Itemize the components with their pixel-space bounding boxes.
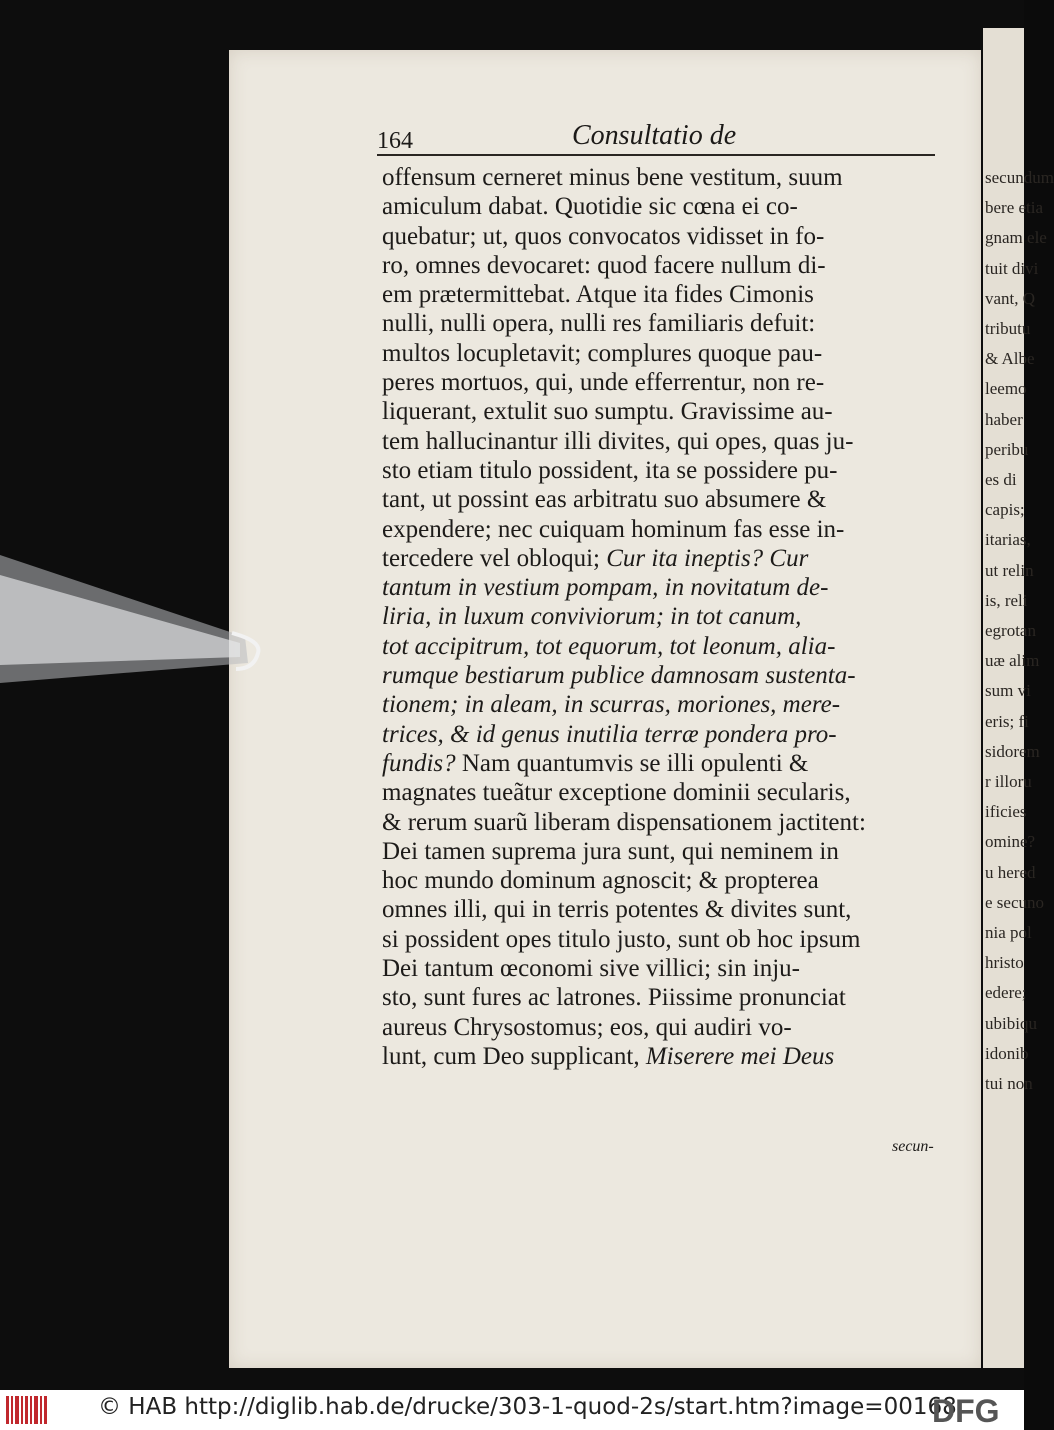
footer-bar [0, 1390, 1024, 1430]
text-line: hoc mundo dominum agnoscit; & propterea [382, 867, 819, 895]
facing-page-fragment: ubibiqu [985, 1013, 1037, 1033]
facing-page-fragment: tributu [985, 319, 1031, 338]
facing-page-fragment: ut relin [985, 560, 1034, 580]
page-number: 164 [377, 128, 413, 154]
text-line: em prætermittebat. Atque ita fides Cimonis [382, 281, 814, 309]
barcode-icon [6, 1396, 48, 1424]
text-line: Dei tantum œconomi sive villici; sin inju- [382, 955, 801, 983]
text-line: amiculum dabat. Quotidie sic cœna ei co- [382, 193, 798, 221]
text-line: omnes illi, qui in terris potentes & divites sunt, [382, 896, 852, 924]
text-line: sto etiam titulo possident, ita se possidere pu- [382, 456, 838, 484]
text-line: peres mortuos, qui, unde efferrentur, non re- [382, 369, 825, 397]
catchword: secun- [892, 1138, 934, 1155]
italic-segment: Cur ita ineptis? Cur [606, 544, 809, 572]
text-line-mixed [382, 1042, 956, 1071]
facing-page-fragment: omine? [985, 832, 1036, 852]
italic-segment: Miserere mei Deus [645, 1042, 835, 1070]
facing-page-fragment: es di [985, 470, 1017, 489]
text-line: tant, ut possint eas arbitratu suo absumere & [382, 486, 827, 514]
facing-page-fragment: itarias, [985, 530, 1031, 550]
facing-page-fragment: leemo [985, 379, 1027, 399]
text-line: expendere; nec cuiquam hominum fas esse in- [382, 515, 845, 543]
facing-page-edge [983, 28, 1054, 1368]
facing-page-fragment: tui non [985, 1074, 1033, 1093]
dfg-logo [932, 1393, 1020, 1429]
facing-page-fragment: sidorem [985, 741, 1040, 761]
roman-segment: Nam quantumvis se illi opulenti & [461, 749, 809, 777]
facing-page-fragment: & Albe [985, 349, 1035, 369]
text-line: Dei tamen suprema jura sunt, qui neminem in [382, 837, 839, 865]
italic-line: liria, in luxum conviviorum; in tot canum, [382, 603, 802, 631]
italic-line: rumque bestiarum publice damnosam sustenta- [382, 662, 856, 690]
header-rule [377, 154, 935, 156]
text-line: si possident opes titulo justo, sunt ob hoc ipsum [382, 925, 861, 953]
facing-page-fragment: edere; [985, 983, 1027, 1003]
facing-page-fragment: hristo [985, 953, 1024, 973]
dfg-logo-text: DFG [932, 1393, 1000, 1429]
facing-page-fragment: peribu [985, 439, 1029, 459]
text-line: sto, sunt fures ac latrones. Piissime pronunciat [382, 984, 846, 1012]
facing-page-fragment: is, reli [985, 590, 1028, 610]
text-line: nulli, nulli opera, nulli res familiaris defuit: [382, 310, 816, 338]
facing-page-fragment: uæ alim [985, 651, 1040, 671]
text-line: multos locupletavit; complures quoque pau- [382, 339, 823, 367]
text-line: liquerant, extulit suo sumptu. Gravissime au- [382, 398, 833, 426]
text-line: ro, omnes devocaret: quod facere nullum di- [382, 251, 826, 279]
facing-page-fragment: gnam ele [985, 228, 1047, 248]
facing-page-fragment: nia pol [985, 923, 1032, 942]
italic-line: tot accipitrum, tot equorum, tot leonum, alia- [382, 632, 836, 660]
roman-segment: lunt, cum Deo supplicant, [382, 1042, 646, 1070]
facing-page-fragment: e secuno [985, 892, 1045, 912]
page-text [382, 163, 956, 1071]
text-line-mixed [382, 544, 956, 573]
facing-page-fragment: secundum [985, 168, 1054, 187]
text-line: aureus Chrysostomus; eos, qui audiri vo- [382, 1013, 792, 1041]
facing-page-fragment: haber [985, 409, 1023, 429]
text-line: quebatur; ut, quos convocatos vidisset in fo- [382, 222, 825, 250]
text-line: & rerum suarũ liberam dispensationem jactitent: [382, 808, 866, 836]
facing-page-fragment: vant, Q [985, 288, 1036, 308]
text-line: offensum cerneret minus bene vestitum, suum [382, 164, 843, 191]
facing-page-fragment: eris; fi [985, 711, 1029, 731]
page-clip-icon [0, 545, 265, 695]
facing-page-fragment: bere etia [985, 198, 1044, 218]
italic-line: trices, & id genus inutilia terræ pondera pro- [382, 720, 837, 748]
copyright-url-text: © HAB http://diglib.hab.de/drucke/303-1-quod-2s/start.htm?image=00168 [98, 1394, 957, 1420]
roman-segment: tercedere vel obloqui; [382, 544, 607, 572]
facing-page-fragment: ificies [985, 802, 1027, 822]
italic-line: tantum in vestium pompam, in novitatum de- [382, 574, 829, 602]
facing-page-fragment: u hered [985, 862, 1036, 882]
facing-page-fragment: idonib [985, 1043, 1029, 1063]
facing-page-fragment: r illoru [985, 772, 1032, 791]
running-title: Consultatio de [572, 120, 737, 151]
facing-page-fragment: tuit divi [985, 258, 1039, 278]
text-line-mixed [382, 749, 956, 778]
italic-line: tionem; in aleam, in scurras, moriones, mere- [382, 691, 841, 719]
facing-page-fragment: capis; [985, 500, 1025, 520]
text-line: magnates tueãtur exceptione dominii secularis, [382, 779, 851, 807]
text-line: tem hallucinantur illi divites, qui opes, quas ju- [382, 427, 854, 455]
italic-segment: fundis? [382, 749, 462, 777]
facing-page-fragment: egrotan [985, 621, 1036, 640]
facing-page-fragment: sum vi [985, 681, 1031, 701]
